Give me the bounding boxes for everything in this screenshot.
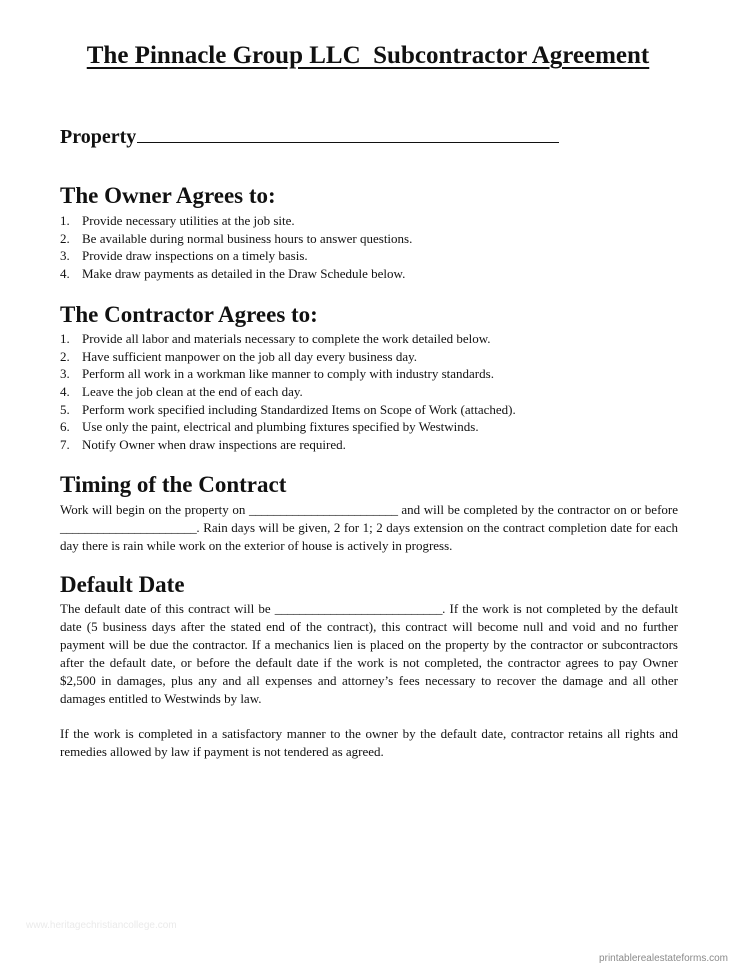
owner-item-text: Provide necessary utilities at the job site. <box>82 213 295 228</box>
timing-text-2: and will be completed by the contractor on or before <box>397 502 678 517</box>
watermark-left: www.heritagechristiancollege.com <box>26 920 177 931</box>
owner-list <box>60 212 412 283</box>
owner-item <box>60 212 412 230</box>
contractor-item-number: 2. <box>60 348 70 364</box>
contractor-item-text: Use only the paint, electrical and plumbing fixtures specified by Westwinds. <box>82 419 479 435</box>
default-date-heading: Default Date <box>60 572 185 597</box>
contractor-item <box>60 401 516 419</box>
contractor-heading: The Contractor Agrees to: <box>60 302 318 327</box>
default-date-paragraph <box>60 600 678 708</box>
contractor-item-text: Notify Owner when draw inspections are required. <box>82 437 346 453</box>
end-date-blank: ______________________ <box>60 520 197 535</box>
contractor-item-number: 7. <box>60 437 70 453</box>
owner-item-number: 4. <box>60 266 70 282</box>
contractor-item-number: 3. <box>60 366 70 382</box>
contractor-item <box>60 348 516 366</box>
contractor-item-text: Provide all labor and materials necessary to complete the work detailed below. <box>82 331 491 346</box>
default-date-blank: ___________________________ <box>274 601 443 616</box>
owner-item <box>60 230 412 248</box>
contractor-item-text: Have sufficient manpower on the job all day every business day. <box>82 348 418 364</box>
timing-heading: Timing of the Contract <box>60 472 287 497</box>
owner-item-number: 3. <box>60 248 70 264</box>
document-title: The Pinnacle Group LLC Subcontractor Agreement <box>86 42 650 69</box>
property-field <box>60 122 559 149</box>
property-blank-line <box>137 122 559 143</box>
contractor-item-text: Perform all work in a workman like manner to comply with industry standards. <box>82 366 494 382</box>
contractor-item-number: 1. <box>60 331 70 346</box>
contractor-item <box>60 330 516 348</box>
contractor-item <box>60 365 516 383</box>
default-text-2: . If the work is not completed by the default date (5 business days after the stated end of the contract), this contract will become null and void and no further payment will be due the contractor. If a mechanics lien is placed on the property by the contractor or subcontractors after the default date, or before the default date if the work is not completed, the contractor agrees to pay Owner $2,500 in damages, plus any and all expenses and attorney’s fees necessary to recover the damage and all other damages entitled to Westwinds by law. <box>60 601 678 706</box>
default-final-paragraph: If the work is completed in a satisfactory manner to the owner by the default date, contractor retains all rights and remedies allowed by law if payment is not tendered as agreed. <box>60 726 678 759</box>
contractor-list <box>60 330 516 454</box>
owner-item-text: Provide draw inspections on a timely basis. <box>82 248 308 264</box>
start-date-blank: ________________________ <box>248 502 398 517</box>
contractor-item <box>60 418 516 436</box>
owner-item-text: Be available during normal business hours to answer questions. <box>82 230 413 246</box>
timing-text-1: Work will begin on the property on <box>60 502 246 517</box>
owner-item-text: Make draw payments as detailed in the Draw Schedule below. <box>82 266 406 282</box>
contractor-item-number: 6. <box>60 419 70 435</box>
watermark-right: printablerealestateforms.com <box>599 953 728 964</box>
owner-heading: The Owner Agrees to: <box>60 183 276 208</box>
contractor-item-number: 4. <box>60 384 70 400</box>
default-text-1: The default date of this contract will be <box>60 601 275 616</box>
contractor-item <box>60 436 516 454</box>
owner-item <box>60 265 412 283</box>
property-label: Property <box>60 126 137 148</box>
contractor-item-text: Perform work specified including Standardized Items on Scope of Work (attached). <box>82 401 516 417</box>
owner-item <box>60 247 412 265</box>
contractor-item-number: 5. <box>60 401 70 417</box>
timing-text-3: . Rain days will be given, 2 for 1; 2 days extension on the contract completion date for each day there is rain while work on the exterior of house is actively in progress. <box>60 520 678 553</box>
contractor-item <box>60 383 516 401</box>
contractor-item-text: Leave the job clean at the end of each day. <box>82 384 303 400</box>
owner-item-number: 1. <box>60 213 70 228</box>
timing-paragraph <box>60 501 678 555</box>
owner-item-number: 2. <box>60 230 70 246</box>
